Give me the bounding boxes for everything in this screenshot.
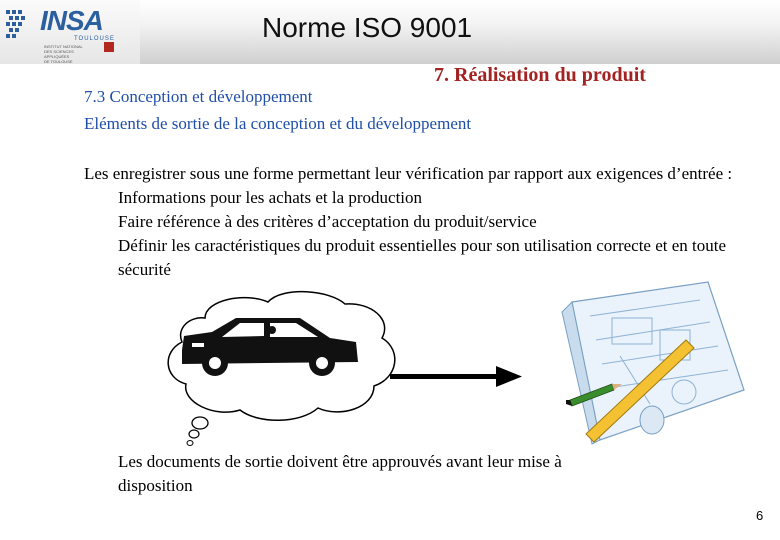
page-title: Norme ISO 9001 [262, 12, 473, 43]
page-number: 6 [756, 508, 764, 523]
body-intro: Les enregistrer sous une forme permettant leur vérification par rapport aux exigences d’entrée : [84, 164, 733, 183]
blueprint-pencil-ruler-icon [562, 282, 744, 444]
section-title: 7. Réalisation du produit [434, 64, 646, 86]
subsection-subtitle: Eléments de sortie de la conception et du développement [84, 114, 472, 133]
footnote: Les documents de sortie doivent être approuvés avant leur mise à disposition [118, 452, 562, 495]
thought-bubble-car-icon [168, 292, 395, 446]
list-item: Informations pour les achats et la production [118, 188, 423, 207]
list-item: Faire référence à des critères d’acceptation du produit/service [118, 212, 537, 231]
subsection-title: 7.3 Conception et développement [84, 87, 313, 106]
logo-small-text: INSTITUT NATIONAL DES SCIENCES APPLIQUÉES DE TOULOUSE [44, 44, 83, 64]
arrow-right-icon [390, 366, 522, 387]
logo-text: INSA [40, 5, 103, 36]
list-item: Définir les caractéristiques du produit essentielles pour son utilisation correcte et en toute sécurité [118, 236, 727, 279]
logo-sub: TOULOUSE [74, 36, 115, 42]
